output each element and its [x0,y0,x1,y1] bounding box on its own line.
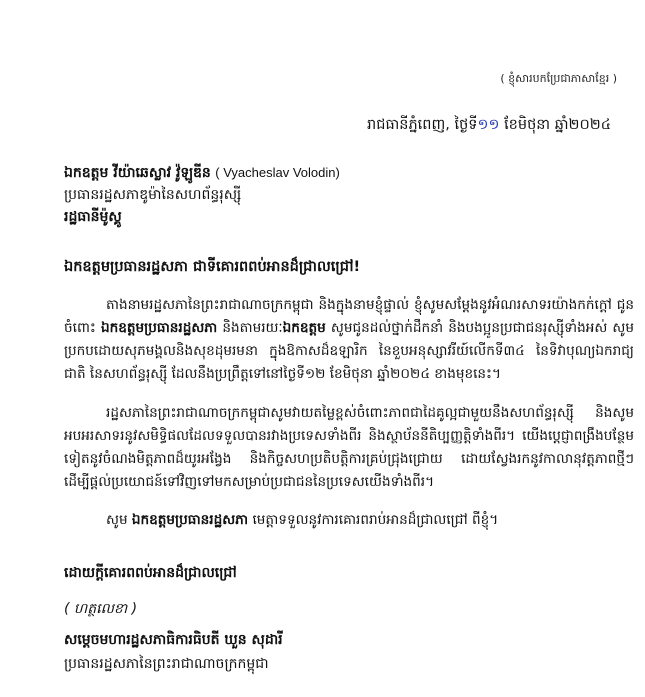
date-suffix: ខែមិថុនា ឆ្នាំ២០២៤ [499,117,611,133]
p1-emphasis-speaker: ឯកឧត្តមប្រធានរដ្ឋសភា [101,320,218,336]
p3-text-a: សូម [106,512,132,528]
recipient-name: ឯកឧត្តម វីយ៉ាឆេស្លាវ វ៉ូឡូឌីន [64,165,211,181]
recipient-place: រដ្ឋធានីម៉ូស្គូ [64,209,122,225]
p1-text-e: សូមជូនដល់ថ្នាក់ដឹកនាំ និងបងប្អូនប្រជាជនរុស្ស៊ីទាំងអស់ សូមប្រកបដោយសុភមង្គលនិងសុខដុមរមនា ក្នុងឱកាសដ៏ឧឡារិក នៃខួបអនុស្សាវរីយ៍លើកទី៣៤ នៃទិវាបុណ្យឯករាជ្យជាតិ នៃសហព័ន្ធរុស្ស៊ី ដែលនឹងប្រព្រឹត្តទៅនៅថ្ងៃទី១២ ខែមិថុនា ឆ្នាំ២០២៤ ខាងមុខនេះ។ [64,320,634,382]
p1-text-c: និងតាមរយៈ [217,320,283,336]
p3-emphasis-speaker: ឯកឧត្តមប្រធានរដ្ឋសភា [131,512,249,528]
translation-note: ( ខ្ញុំសារបកប្រែជាភាសាខ្មែរ ) [500,72,617,85]
date-day: ១១ [477,117,500,133]
signer-name: សម្តេចមហារដ្ឋសភាធិការធិបតី ឃួន សុដារី [64,632,283,648]
paragraph-3 [64,509,634,532]
closing: ដោយក្តីគោរពពប់អានដ៏ជ្រាលជ្រៅ [64,565,237,581]
signer-title: ប្រធានរដ្ឋសភានៃព្រះរាជាណាចក្រកម្ពុជា [64,656,269,672]
signature-note: ( ហត្ថលេខា ) [64,601,138,617]
signer-block [64,628,283,676]
recipient-title: ប្រធានរដ្ឋសភាឌូម៉ានៃសហព័ន្ធរុស្ស៊ី [64,187,242,203]
p1-text-a: តាងនាមរដ្ឋសភានៃព្រះរាជាណាចក្រកម្ពុជា និងក្នុងនាមខ្ញុំផ្ទាល់ ខ្ញុំសូមសម្តែងនូវអំណរសាទរយ៉ាងកក់ក្តៅ ជូនចំពោះ [64,297,634,336]
recipient-latin-name: ( Vyacheslav Volodin) [215,165,340,180]
paragraph-2: រដ្ឋសភានៃព្រះរាជាណាចក្រកម្ពុជាសូមវាយតម្លៃខ្ពស់ចំពោះភាពជាដៃគូល្អជាមួយនឹងសហព័ន្ធរុស្ស៊ី និងសូមអបអរសាទរនូវសមិទ្ធិផលដែលទទួលបានរវាងប្រទេសទាំងពីរ និងស្ថាប័ននីតិប្បញ្ញត្តិទាំងពីរ។ យើងប្តេជ្ញាពង្រឹងបន្ថែមទៀតនូវចំណងមិត្តភាពដ៏យូរអង្វែង និងកិច្ចសហប្រតិបត្តិការគ្រប់ជ្រុងជ្រោយ ដោយស្វែងរកនូវកាលានុវត្តភាពថ្មីៗ ដើម្បីផ្តល់ប្រយោជន៍ទៅវិញទៅមកសម្រាប់ប្រជាជននៃប្រទេសយើងទាំងពីរ។ [64,405,634,490]
paragraph-1 [64,294,634,386]
p1-emphasis-excellency: ឯកឧត្តម [282,320,326,336]
date-prefix: រាជធានីភ្នំពេញ, ថ្ងៃទី [367,117,478,133]
salutation: ឯកឧត្តមប្រធានរដ្ឋសភា ជាទីគោរពពប់អានដ៏ជ្រាលជ្រៅ! [64,259,361,275]
recipient-name-line [64,162,624,184]
p3-text-c: មេត្តាទទួលនូវការគោរពរាប់អានដ៏ជ្រាលជ្រៅ ពីខ្ញុំ។ [248,512,499,528]
dateline [367,116,611,137]
recipient-block [64,162,624,228]
